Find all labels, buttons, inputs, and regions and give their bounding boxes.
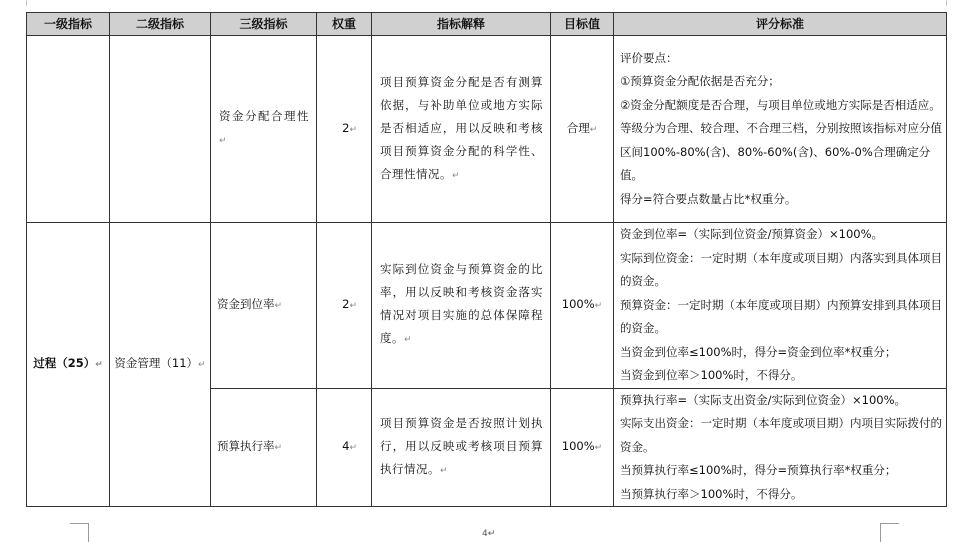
criteria-cell xyxy=(614,388,947,507)
header-target: 目标值 xyxy=(551,13,614,36)
explanation-text: 项目预算资金是否按照计划执行，用以反映或考核项目预算执行情况。 xyxy=(380,415,543,476)
header-explanation: 指标解释 xyxy=(372,13,551,36)
level1-empty-cell xyxy=(27,36,110,223)
criteria-line: 预算执行率=（实际支出资金/实际到位资金）×100%。 xyxy=(620,392,907,407)
header-level1: 一级指标 xyxy=(27,13,110,36)
criteria-line: 评价要点： xyxy=(620,50,678,65)
header-criteria: 评分标准 xyxy=(614,13,947,36)
explanation-cell: 实际到位资金与预算资金的比率，用以反映和考核资金落实情况对项目实施的总体保障程度。↵ xyxy=(372,223,551,389)
level2-text: 资金管理（11） xyxy=(114,356,199,370)
criteria-line: 预算资金：一定时期（本年度或项目期）内预算安排到具体项目的资金。 xyxy=(620,297,942,335)
weight-cell: 2↵ xyxy=(317,36,372,223)
target-cell: 100%↵ xyxy=(551,223,614,389)
table-row xyxy=(27,36,947,223)
criteria-line: 实际到位资金：一定时期（本年度或项目期）内落实到具体项目的资金。 xyxy=(620,250,942,288)
page-number: 4↵ xyxy=(482,529,496,539)
target-cell: 合理↵ xyxy=(551,36,614,223)
target-text: 合理 xyxy=(566,120,590,135)
criteria-line: 得分=符合要点数量占比*权重分。 xyxy=(620,191,797,206)
explanation-text: 项目预算资金分配是否有测算依据，与补助单位或地方实际是否相适应，用以反映和考核项目预算资金分配的科学性、合理性情况。 xyxy=(380,74,543,181)
indicator-table xyxy=(26,12,947,507)
criteria-line: ①预算资金分配依据是否充分； xyxy=(620,74,780,89)
header-row xyxy=(27,13,947,36)
criteria-line: ②资金分配额度是否合理，与项目单位或地方实际是否相适应。 xyxy=(620,97,941,112)
criteria-cell xyxy=(614,223,947,389)
explanation-text: 实际到位资金与预算资金的比率，用以反映和考核资金落实情况对项目实施的总体保障程度。 xyxy=(380,262,543,346)
target-text: 100% xyxy=(561,438,595,453)
criteria-line: 资金到位率=（实际到位资金/预算资金）×100%。 xyxy=(620,227,884,241)
level3-cell: 资金到位率↵ xyxy=(211,223,317,389)
level3-text: 资金分配合理性 xyxy=(219,109,309,123)
margin-corner-right xyxy=(880,523,899,542)
level1-cell: 过程（25）↵ xyxy=(27,223,110,507)
level2-cell: 资金管理（11）↵ xyxy=(110,223,211,507)
level3-cell: 资金分配合理性↵ xyxy=(211,36,317,223)
weight-text: 2 xyxy=(342,296,350,311)
weight-text: 4 xyxy=(342,438,350,453)
weight-text: 2 xyxy=(342,120,350,135)
criteria-cell xyxy=(614,36,947,223)
weight-cell: 2↵ xyxy=(317,223,372,389)
criteria-line: 实际支出资金：一定时期（本年度或项目期）内项目实际拨付的资金。 xyxy=(620,416,942,454)
header-weight: 权重 xyxy=(317,13,372,36)
explanation-cell: 项目预算资金是否按照计划执行，用以反映或考核项目预算执行情况。↵ xyxy=(372,388,551,507)
header-level3: 三级指标 xyxy=(211,13,317,36)
page-edge-right xyxy=(946,0,947,6)
level3-cell: 预算执行率↵ xyxy=(211,388,317,507)
level2-empty-cell xyxy=(110,36,211,223)
level1-text: 过程（25） xyxy=(33,356,96,370)
explanation-cell: 项目预算资金分配是否有测算依据，与补助单位或地方实际是否相适应，用以反映和考核项目预算资金分配的科学性、合理性情况。↵ xyxy=(372,36,551,223)
margin-corner-left xyxy=(70,523,89,542)
criteria-line: 当预算执行率＞100%时，不得分。 xyxy=(620,486,803,501)
criteria-line: 等级分为合理、较合理、不合理三档，分别按照该指标对应分值区间100%-80%(含)、80%-60%(含)、60%-0%合理确定分值。 xyxy=(620,121,942,183)
level3-text: 资金到位率 xyxy=(217,296,275,311)
target-cell: 100%↵ xyxy=(551,388,614,507)
criteria-line: 当预算执行率≤100%时，得分=预算执行率*权重分； xyxy=(620,463,897,477)
table-row xyxy=(27,223,947,389)
criteria-line: 当资金到位率≤100%时，得分=资金到位率*权重分； xyxy=(620,344,897,359)
weight-cell: 4↵ xyxy=(317,388,372,507)
target-text: 100% xyxy=(561,296,595,311)
criteria-line: 当资金到位率＞100%时，不得分。 xyxy=(620,368,803,382)
header-level2: 二级指标 xyxy=(110,13,211,36)
level3-text: 预算执行率 xyxy=(217,438,275,453)
page-number-text: 4 xyxy=(482,529,488,539)
page-edge-left xyxy=(26,0,27,6)
